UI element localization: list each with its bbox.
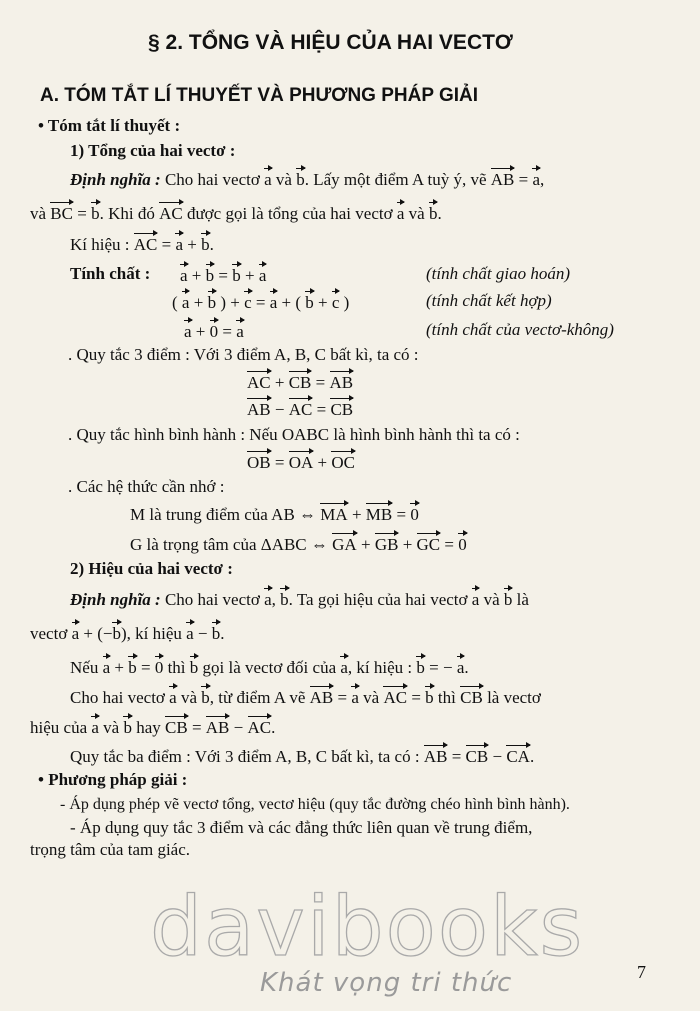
commutative-label: (tính chất giao hoán): [426, 264, 571, 283]
sum-definition-line1: Định nghĩa : Cho hai vectơ a và b. Lấy một điểm A tuỳ ý, vẽ AB = a,: [70, 170, 545, 189]
method-item-1: - Áp dụng phép vẽ vectơ tổng, vectơ hiệu (quy tắc đường chéo hình bình hành).: [60, 796, 570, 813]
theory-heading: • Tóm tắt lí thuyết :: [38, 116, 181, 135]
part-a-heading: A. TÓM TẮT LÍ THUYẾT VÀ PHƯƠNG PHÁP GIẢI: [40, 85, 479, 106]
three-point-rule: . Quy tắc 3 điểm : Với 3 điểm A, B, C bất kì, ta có :: [68, 345, 419, 364]
watermark-logo: davibooks: [150, 880, 585, 975]
centroid-relation: G là trọng tâm của ΔABC ⇔ GA + GB + GC = 0: [130, 535, 467, 554]
diff-three-point-rule: Quy tắc ba điểm : Với 3 điểm A, B, C bất kì, ta có : AB = CB − CA.: [70, 747, 535, 766]
zero-vector-label: (tính chất của vectơ-không): [426, 320, 614, 339]
diff-construction-line2: hiệu của a và b hay CB = AB − AC.: [30, 718, 276, 737]
relations-heading: . Các hệ thức cần nhớ :: [68, 477, 225, 496]
associative-formula: ( a + b ) + c = a + ( b + c ): [172, 293, 350, 312]
three-point-formula1: AC + CB = AB: [247, 373, 354, 392]
watermark-tagline: Khát vọng tri thức: [260, 968, 513, 998]
sum-notation: Kí hiệu : AC = a + b.: [70, 235, 214, 254]
diff-definition-line2: vectơ a + (−b), kí hiệu a − b.: [30, 624, 225, 643]
page-title: § 2. TỔNG VÀ HIỆU CỦA HAI VECTƠ: [148, 31, 513, 54]
sum-definition-line2: và BC = b. Khi đó AC được gọi là tổng của hai vectơ a và b.: [30, 204, 442, 223]
midpoint-relation: M là trung điểm của AB ⇔ MA + MB = 0: [130, 505, 419, 524]
method-item-2-cont: trọng tâm của tam giác.: [30, 840, 191, 859]
commutative-formula: a + b = b + a: [180, 266, 267, 285]
parallelogram-formula: OB = OA + OC: [247, 453, 355, 472]
parallelogram-rule: . Quy tắc hình bình hành : Nếu OABC là hình bình hành thì ta có :: [68, 425, 520, 444]
associative-label: (tính chất kết hợp): [426, 291, 552, 310]
opposite-vector: Nếu a + b = 0 thì b gọi là vectơ đối của a, kí hiệu : b = − a.: [70, 658, 469, 677]
page-number: 7: [637, 962, 646, 982]
diff-construction-line1: Cho hai vectơ a và b, từ điểm A vẽ AB = a và AC = b thì CB là vectơ: [70, 688, 541, 707]
three-point-formula2: AB − AC = CB: [247, 400, 354, 419]
method-heading: • Phương pháp giải :: [38, 770, 188, 789]
diff-heading: 2) Hiệu của hai vectơ :: [70, 559, 233, 578]
properties-label: Tính chất :: [70, 264, 151, 283]
method-item-2: - Áp dụng quy tắc 3 điểm và các đẳng thức liên quan về trung điểm,: [70, 818, 533, 837]
zero-vector-formula: a + 0 = a: [184, 322, 244, 341]
sum-heading: 1) Tổng của hai vectơ :: [70, 141, 236, 160]
diff-definition-line1: Định nghĩa : Cho hai vectơ a, b. Ta gọi hiệu của hai vectơ a và b là: [70, 590, 529, 609]
